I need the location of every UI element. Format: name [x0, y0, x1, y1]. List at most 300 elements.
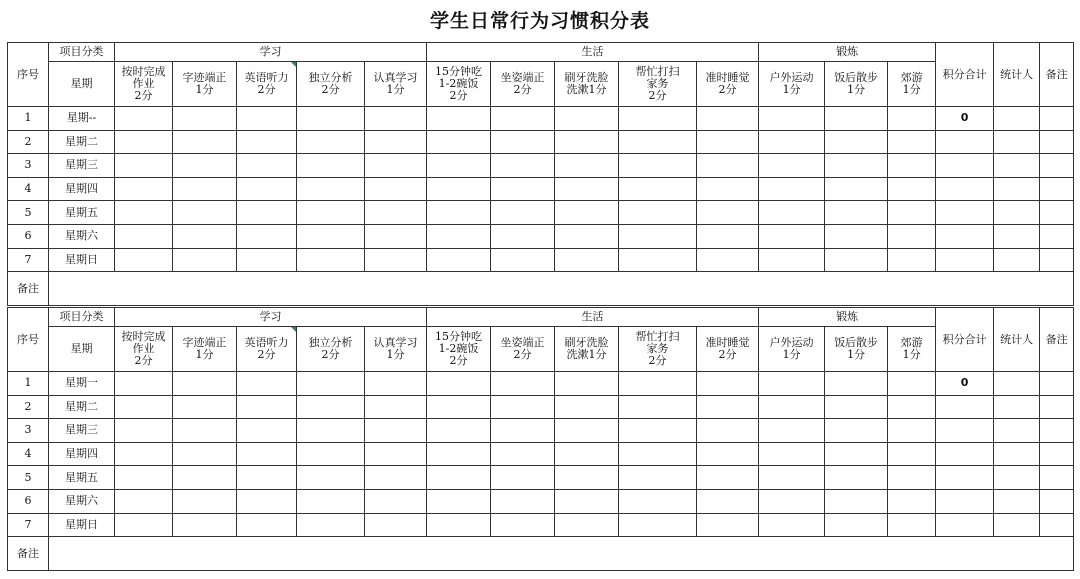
score-cell[interactable] — [555, 419, 619, 443]
score-cell[interactable] — [173, 489, 237, 513]
row-total[interactable] — [936, 513, 994, 537]
score-cell[interactable] — [173, 248, 237, 272]
score-cell[interactable] — [555, 201, 619, 225]
item-header — [173, 327, 237, 372]
score-cell[interactable] — [825, 154, 888, 178]
row-number: 7 — [8, 513, 49, 537]
score-cell[interactable] — [491, 419, 555, 443]
score-cell[interactable] — [697, 442, 759, 466]
score-cell[interactable] — [237, 107, 297, 131]
score-cell[interactable] — [697, 201, 759, 225]
score-cell[interactable] — [491, 201, 555, 225]
item-label: 户外运动 1分 — [769, 71, 814, 96]
counter-cell[interactable] — [994, 489, 1040, 513]
score-cell[interactable] — [491, 442, 555, 466]
score-cell[interactable] — [619, 177, 697, 201]
row-weekday: 星期三 — [49, 419, 115, 443]
score-cell[interactable] — [697, 372, 759, 396]
score-cell[interactable] — [555, 395, 619, 419]
score-cell[interactable] — [888, 130, 936, 154]
score-cell[interactable] — [237, 419, 297, 443]
item-header — [759, 62, 825, 107]
remark-cell[interactable] — [1040, 513, 1074, 537]
header-row-groups — [8, 43, 1074, 62]
comment-flag-icon — [291, 62, 296, 67]
score-cell[interactable] — [237, 372, 297, 396]
row-number: 3 — [8, 419, 49, 443]
score-cell[interactable] — [825, 419, 888, 443]
remark-cell[interactable] — [1040, 248, 1074, 272]
score-cell[interactable] — [365, 201, 427, 225]
score-cell[interactable] — [759, 177, 825, 201]
score-cell[interactable] — [619, 154, 697, 178]
score-cell[interactable] — [759, 201, 825, 225]
group-header: 锻炼 — [759, 43, 936, 62]
item-label: 刷牙洗脸 洗漱1分 — [564, 336, 609, 361]
score-cell[interactable] — [115, 177, 173, 201]
row-number: 2 — [8, 130, 49, 154]
item-header — [237, 62, 297, 107]
score-cell[interactable] — [697, 395, 759, 419]
score-cell[interactable] — [619, 419, 697, 443]
score-cell[interactable] — [297, 107, 365, 131]
item-label: 英语听力 2分 — [244, 71, 289, 96]
score-cell[interactable] — [888, 419, 936, 443]
score-cell[interactable] — [888, 466, 936, 490]
score-cell[interactable] — [555, 466, 619, 490]
score-cell[interactable] — [173, 466, 237, 490]
score-cell[interactable] — [427, 513, 491, 537]
row-number: 5 — [8, 201, 49, 225]
category-header: 项目分类 — [49, 43, 115, 62]
score-cell[interactable] — [697, 489, 759, 513]
score-cell[interactable] — [365, 130, 427, 154]
item-header — [365, 62, 427, 107]
score-cell[interactable] — [297, 513, 365, 537]
score-cell[interactable] — [759, 419, 825, 443]
score-cell[interactable] — [297, 442, 365, 466]
score-cell[interactable] — [173, 130, 237, 154]
score-cell[interactable] — [759, 466, 825, 490]
table-row — [8, 177, 1074, 201]
row-weekday: 星期三 — [49, 154, 115, 178]
remark-cell[interactable] — [1040, 372, 1074, 396]
row-total[interactable] — [936, 489, 994, 513]
score-cell[interactable] — [237, 395, 297, 419]
row-number: 1 — [8, 107, 49, 131]
score-cell[interactable] — [237, 466, 297, 490]
score-cell[interactable] — [619, 248, 697, 272]
score-cell[interactable] — [697, 107, 759, 131]
score-cell[interactable] — [297, 419, 365, 443]
score-cell[interactable] — [759, 248, 825, 272]
score-cell[interactable] — [697, 177, 759, 201]
score-cell[interactable] — [491, 395, 555, 419]
score-cell[interactable] — [825, 201, 888, 225]
counter-cell[interactable] — [994, 395, 1040, 419]
total-header: 积分合计 — [936, 308, 994, 372]
score-cell[interactable] — [427, 154, 491, 178]
counter-cell[interactable] — [994, 224, 1040, 248]
item-header — [237, 327, 297, 372]
score-cell[interactable] — [491, 177, 555, 201]
score-cell[interactable] — [427, 177, 491, 201]
score-cell[interactable] — [555, 154, 619, 178]
counter-header: 统计人 — [994, 43, 1040, 107]
row-total[interactable] — [936, 130, 994, 154]
item-label: 字迹端正 1分 — [182, 336, 227, 361]
score-cell[interactable] — [427, 248, 491, 272]
score-cell[interactable] — [825, 372, 888, 396]
score-cell[interactable] — [237, 442, 297, 466]
score-cell[interactable] — [297, 154, 365, 178]
weekday-header: 星期 — [49, 327, 115, 372]
item-label: 15分钟吃 1-2碗饭 2分 — [435, 330, 483, 367]
score-cell[interactable] — [759, 130, 825, 154]
note-cell[interactable] — [49, 272, 1074, 306]
counter-cell[interactable] — [994, 513, 1040, 537]
score-cell[interactable] — [491, 489, 555, 513]
score-cell[interactable] — [297, 177, 365, 201]
item-label: 英语听力 2分 — [244, 336, 289, 361]
score-cell[interactable] — [297, 224, 365, 248]
score-cell[interactable] — [115, 372, 173, 396]
score-cell[interactable] — [619, 513, 697, 537]
score-cell[interactable] — [697, 130, 759, 154]
score-cell[interactable] — [697, 224, 759, 248]
score-cell[interactable] — [115, 154, 173, 178]
row-total[interactable] — [936, 177, 994, 201]
score-cell[interactable] — [619, 372, 697, 396]
score-cell[interactable] — [619, 395, 697, 419]
note-cell[interactable] — [49, 537, 1074, 571]
seq-header: 序号 — [8, 308, 49, 372]
score-cell[interactable] — [427, 466, 491, 490]
score-cell[interactable] — [759, 513, 825, 537]
group-header: 学习 — [115, 43, 427, 62]
note-row — [8, 537, 1074, 571]
remark-cell[interactable] — [1040, 489, 1074, 513]
score-cell[interactable] — [173, 224, 237, 248]
score-cell[interactable] — [555, 248, 619, 272]
score-cell[interactable] — [697, 248, 759, 272]
item-header — [555, 62, 619, 107]
row-total[interactable] — [936, 419, 994, 443]
sheet-title: 学生日常行为习惯积分表 — [429, 10, 650, 32]
counter-cell[interactable] — [994, 466, 1040, 490]
row-number: 5 — [8, 466, 49, 490]
group-header: 学习 — [115, 308, 427, 327]
item-header — [115, 327, 173, 372]
score-cell[interactable] — [173, 177, 237, 201]
remark-cell[interactable] — [1040, 419, 1074, 443]
counter-cell[interactable] — [994, 107, 1040, 131]
table-row — [8, 154, 1074, 178]
table-row — [8, 513, 1074, 537]
row-weekday: 星期四 — [49, 442, 115, 466]
item-label: 饭后散步 1分 — [834, 71, 879, 96]
score-cell[interactable] — [491, 466, 555, 490]
score-cell[interactable] — [173, 107, 237, 131]
counter-cell[interactable] — [994, 372, 1040, 396]
row-total[interactable] — [936, 224, 994, 248]
item-label: 字迹端正 1分 — [182, 71, 227, 96]
item-header — [759, 327, 825, 372]
score-cell[interactable] — [888, 372, 936, 396]
score-cell[interactable] — [427, 372, 491, 396]
remark-header: 备注 — [1040, 308, 1074, 372]
header-row-items — [8, 62, 1074, 107]
item-header — [825, 327, 888, 372]
counter-cell[interactable] — [994, 442, 1040, 466]
item-header — [427, 327, 491, 372]
score-cell[interactable] — [365, 395, 427, 419]
row-total[interactable] — [936, 466, 994, 490]
score-cell[interactable] — [697, 419, 759, 443]
score-cell[interactable] — [173, 513, 237, 537]
counter-cell[interactable] — [994, 154, 1040, 178]
score-cell[interactable] — [888, 201, 936, 225]
table-row — [8, 419, 1074, 443]
score-cell[interactable] — [173, 419, 237, 443]
row-total[interactable] — [936, 201, 994, 225]
table-row — [8, 130, 1074, 154]
score-cell[interactable] — [427, 107, 491, 131]
score-cell[interactable] — [619, 489, 697, 513]
score-cell[interactable] — [825, 395, 888, 419]
score-cell[interactable] — [173, 395, 237, 419]
score-cell[interactable] — [297, 372, 365, 396]
score-cell[interactable] — [888, 442, 936, 466]
header-row-items — [8, 327, 1074, 372]
score-cell[interactable] — [237, 201, 297, 225]
counter-cell[interactable] — [994, 177, 1040, 201]
score-cell[interactable] — [555, 177, 619, 201]
score-cell[interactable] — [365, 107, 427, 131]
score-cell[interactable] — [365, 513, 427, 537]
counter-cell[interactable] — [994, 130, 1040, 154]
row-number: 7 — [8, 248, 49, 272]
remark-cell[interactable] — [1040, 177, 1074, 201]
counter-header: 统计人 — [994, 308, 1040, 372]
score-cell[interactable] — [365, 442, 427, 466]
score-cell[interactable] — [173, 372, 237, 396]
score-cell[interactable] — [365, 248, 427, 272]
score-cell[interactable] — [115, 466, 173, 490]
score-cell[interactable] — [888, 107, 936, 131]
score-cell[interactable] — [427, 130, 491, 154]
remark-cell[interactable] — [1040, 395, 1074, 419]
score-cell[interactable] — [237, 177, 297, 201]
score-cell[interactable] — [427, 489, 491, 513]
score-cell[interactable] — [491, 130, 555, 154]
score-cell[interactable] — [173, 201, 237, 225]
score-cell[interactable] — [297, 489, 365, 513]
item-header — [555, 327, 619, 372]
score-cell[interactable] — [365, 224, 427, 248]
score-cell[interactable] — [491, 154, 555, 178]
score-cell[interactable] — [365, 419, 427, 443]
row-total[interactable]: 0 — [936, 107, 994, 131]
score-cell[interactable] — [237, 154, 297, 178]
item-label: 按时完成 作业 2分 — [121, 330, 166, 367]
score-cell[interactable] — [237, 130, 297, 154]
counter-cell[interactable] — [994, 419, 1040, 443]
score-cell[interactable] — [491, 513, 555, 537]
score-cell[interactable] — [365, 177, 427, 201]
remark-cell[interactable] — [1040, 466, 1074, 490]
score-cell[interactable] — [619, 442, 697, 466]
item-label: 认真学习 1分 — [373, 336, 418, 361]
item-label: 帮忙打扫 家务 2分 — [635, 330, 680, 367]
item-header — [115, 62, 173, 107]
score-cell[interactable] — [173, 442, 237, 466]
score-cell[interactable] — [173, 154, 237, 178]
score-cell[interactable] — [759, 442, 825, 466]
score-cell[interactable] — [825, 107, 888, 131]
score-cell[interactable] — [759, 154, 825, 178]
score-cell[interactable] — [237, 224, 297, 248]
remark-cell[interactable] — [1040, 201, 1074, 225]
score-cell[interactable] — [365, 489, 427, 513]
item-label: 坐姿端正 2分 — [500, 336, 545, 361]
row-total[interactable] — [936, 395, 994, 419]
counter-cell[interactable] — [994, 248, 1040, 272]
score-cell[interactable] — [825, 466, 888, 490]
score-cell[interactable] — [297, 395, 365, 419]
score-cell[interactable] — [888, 177, 936, 201]
score-cell[interactable] — [491, 107, 555, 131]
item-header — [888, 62, 936, 107]
item-header — [297, 62, 365, 107]
remark-cell[interactable] — [1040, 107, 1074, 131]
row-total[interactable] — [936, 442, 994, 466]
score-cell[interactable] — [697, 466, 759, 490]
remark-cell[interactable] — [1040, 154, 1074, 178]
score-cell[interactable] — [619, 107, 697, 131]
score-cell[interactable] — [619, 466, 697, 490]
score-cell[interactable] — [237, 513, 297, 537]
score-cell[interactable] — [115, 419, 173, 443]
item-header — [888, 327, 936, 372]
row-weekday: 星期一 — [49, 372, 115, 396]
score-cell[interactable] — [115, 201, 173, 225]
score-cell[interactable] — [427, 395, 491, 419]
counter-cell[interactable] — [994, 201, 1040, 225]
score-cell[interactable] — [115, 107, 173, 131]
row-total[interactable] — [936, 154, 994, 178]
row-number: 2 — [8, 395, 49, 419]
score-cell[interactable] — [297, 466, 365, 490]
score-cell[interactable] — [115, 489, 173, 513]
score-cell[interactable] — [237, 489, 297, 513]
score-cell[interactable] — [697, 513, 759, 537]
score-cell[interactable] — [555, 489, 619, 513]
score-cell[interactable] — [759, 107, 825, 131]
score-cell[interactable] — [555, 442, 619, 466]
score-cell[interactable] — [825, 489, 888, 513]
score-cell[interactable] — [297, 201, 365, 225]
score-cell[interactable] — [759, 489, 825, 513]
score-cell[interactable] — [759, 224, 825, 248]
group-header: 生活 — [427, 308, 759, 327]
score-cell[interactable] — [619, 201, 697, 225]
row-weekday: 星期四 — [49, 177, 115, 201]
score-cell[interactable] — [427, 419, 491, 443]
score-cell[interactable] — [555, 372, 619, 396]
score-cell[interactable] — [115, 513, 173, 537]
row-weekday: 星期五 — [49, 201, 115, 225]
score-cell[interactable] — [115, 224, 173, 248]
score-cell[interactable] — [825, 224, 888, 248]
remark-cell[interactable] — [1040, 442, 1074, 466]
score-cell[interactable] — [365, 372, 427, 396]
score-cell[interactable] — [619, 224, 697, 248]
item-label: 坐姿端正 2分 — [500, 71, 545, 96]
score-cell[interactable] — [491, 372, 555, 396]
score-cell[interactable] — [491, 224, 555, 248]
score-cell[interactable] — [555, 513, 619, 537]
score-cell[interactable] — [888, 513, 936, 537]
score-cell[interactable] — [491, 248, 555, 272]
score-cell[interactable] — [759, 372, 825, 396]
item-header — [491, 62, 555, 107]
score-cell[interactable] — [555, 224, 619, 248]
score-cell[interactable] — [888, 224, 936, 248]
score-cell[interactable] — [825, 248, 888, 272]
score-cell[interactable] — [297, 248, 365, 272]
table-row — [8, 489, 1074, 513]
weekday-header: 星期 — [49, 62, 115, 107]
score-cell[interactable] — [888, 395, 936, 419]
score-cell[interactable] — [555, 107, 619, 131]
remark-cell[interactable] — [1040, 224, 1074, 248]
score-cell[interactable] — [888, 489, 936, 513]
score-cell[interactable] — [697, 154, 759, 178]
score-cell[interactable] — [619, 130, 697, 154]
score-cell[interactable] — [759, 395, 825, 419]
score-cell[interactable] — [237, 248, 297, 272]
group-header: 生活 — [427, 43, 759, 62]
score-cell[interactable] — [427, 201, 491, 225]
score-table — [7, 307, 1074, 571]
remark-cell[interactable] — [1040, 130, 1074, 154]
item-label: 刷牙洗脸 洗漱1分 — [564, 71, 609, 96]
row-weekday: 星期-- — [49, 107, 115, 131]
score-cell[interactable] — [115, 248, 173, 272]
score-cell[interactable] — [825, 130, 888, 154]
score-cell[interactable] — [115, 442, 173, 466]
score-cell[interactable] — [115, 395, 173, 419]
row-weekday: 星期二 — [49, 130, 115, 154]
row-total[interactable] — [936, 248, 994, 272]
score-cell[interactable] — [555, 130, 619, 154]
score-cell[interactable] — [365, 154, 427, 178]
row-total[interactable]: 0 — [936, 372, 994, 396]
score-cell[interactable] — [888, 248, 936, 272]
score-cell[interactable] — [825, 442, 888, 466]
score-cell[interactable] — [115, 130, 173, 154]
item-label: 郊游 1分 — [900, 336, 923, 361]
score-cell[interactable] — [825, 177, 888, 201]
score-cell[interactable] — [427, 442, 491, 466]
score-cell[interactable] — [888, 154, 936, 178]
score-cell[interactable] — [825, 513, 888, 537]
score-cell[interactable] — [427, 224, 491, 248]
header-row-groups — [8, 308, 1074, 327]
score-cell[interactable] — [365, 466, 427, 490]
score-cell[interactable] — [297, 130, 365, 154]
